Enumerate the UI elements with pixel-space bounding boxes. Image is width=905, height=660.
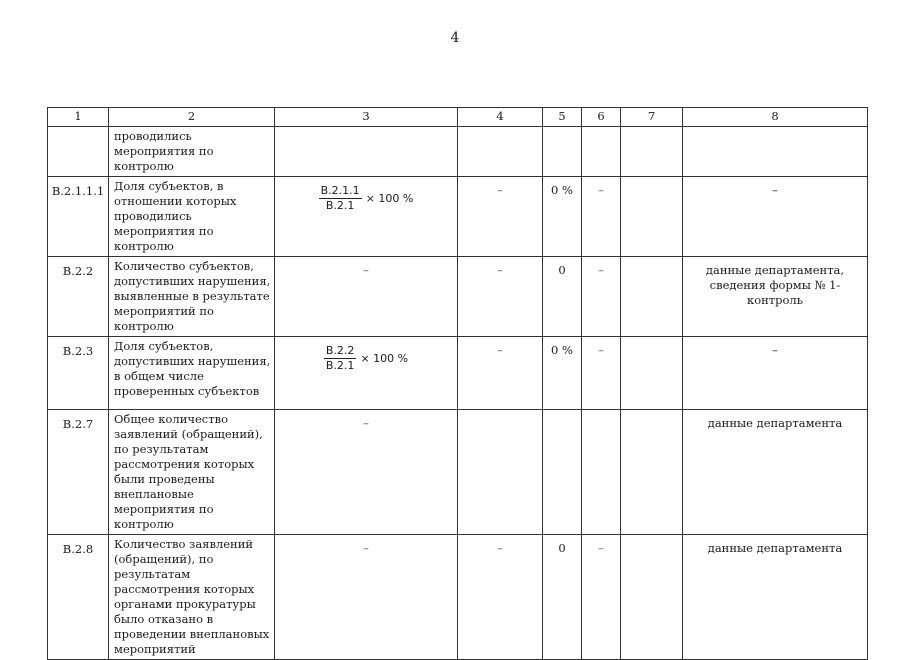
code-cell: В.2.1.1.1 — [48, 177, 109, 257]
header-cell: 6 — [582, 108, 621, 127]
source-cell: данные департамента — [683, 535, 868, 660]
formula-numerator: В.2.1.1 — [320, 184, 360, 197]
cell: – — [582, 177, 621, 257]
cell — [621, 257, 683, 337]
formula-suffix: × 100 % — [365, 192, 414, 205]
header-cell: 4 — [458, 108, 543, 127]
formula-cell — [275, 127, 458, 177]
code-cell: В.2.8 — [48, 535, 109, 660]
source-cell: – — [683, 177, 868, 257]
cell: – — [458, 257, 543, 337]
header-cell: 3 — [275, 108, 458, 127]
cell: 0 % — [543, 337, 582, 410]
formula — [319, 184, 414, 213]
description-cell: Количество субъектов, допустивших нарушения, выявленные в результате мероприятий по контролю — [109, 257, 275, 337]
indicator-table — [47, 107, 868, 660]
cell: – — [582, 337, 621, 410]
table-row — [48, 535, 868, 660]
source-cell: данные департамента, сведения формы № 1-контроль — [683, 257, 868, 337]
table-row — [48, 177, 868, 257]
formula-suffix: × 100 % — [360, 352, 409, 365]
cell — [458, 127, 543, 177]
cell: – — [582, 535, 621, 660]
description-cell: проводились мероприятия по контролю — [109, 127, 275, 177]
description-cell: Общее количество заявлений (обращений), по результатам рассмотрения которых были проведены внеплановые мероприятия по контролю — [109, 410, 275, 535]
cell: 0 % — [543, 177, 582, 257]
code-cell: В.2.3 — [48, 337, 109, 410]
cell — [621, 177, 683, 257]
description-cell: Доля субъектов, допустивших нарушения, в общем числе проверенных субъектов — [109, 337, 275, 410]
description-cell: Доля субъектов, в отношении которых проводились мероприятия по контролю — [109, 177, 275, 257]
code-cell: В.2.2 — [48, 257, 109, 337]
header-cell: 2 — [109, 108, 275, 127]
cell: – — [458, 177, 543, 257]
formula-cell: – — [275, 535, 458, 660]
table-row — [48, 337, 868, 410]
cell — [683, 127, 868, 177]
header-cell: 7 — [621, 108, 683, 127]
cell — [458, 410, 543, 535]
cell — [582, 127, 621, 177]
cell: – — [582, 257, 621, 337]
cell — [543, 410, 582, 535]
header-cell: 5 — [543, 108, 582, 127]
table-row — [48, 410, 868, 535]
cell: 0 — [543, 535, 582, 660]
header-cell: 8 — [683, 108, 868, 127]
formula-cell: – — [275, 257, 458, 337]
cell — [621, 337, 683, 410]
formula-cell — [275, 337, 458, 410]
formula — [324, 344, 408, 373]
cell — [621, 127, 683, 177]
source-cell: данные департамента — [683, 410, 868, 535]
table-row-continuation — [48, 127, 868, 177]
formula-denominator: В.2.1 — [325, 199, 355, 212]
formula-denominator: В.2.1 — [325, 359, 355, 372]
cell: – — [458, 535, 543, 660]
description-cell: Количество заявлений (обращений), по результатам рассмотрения которых органами прокуратуры было отказано в проведении внеплановых мероприятий — [109, 535, 275, 660]
cell: – — [458, 337, 543, 410]
formula-numerator: В.2.2 — [325, 344, 355, 357]
cell — [621, 535, 683, 660]
table-row — [48, 257, 868, 337]
cell — [543, 127, 582, 177]
source-cell: – — [683, 337, 868, 410]
cell — [582, 410, 621, 535]
cell — [621, 410, 683, 535]
formula-cell — [275, 177, 458, 257]
page-number: 4 — [450, 30, 460, 46]
header-cell: 1 — [48, 108, 109, 127]
cell: 0 — [543, 257, 582, 337]
formula-cell: – — [275, 410, 458, 535]
code-cell — [48, 127, 109, 177]
code-cell: В.2.7 — [48, 410, 109, 535]
header-row — [48, 108, 868, 127]
